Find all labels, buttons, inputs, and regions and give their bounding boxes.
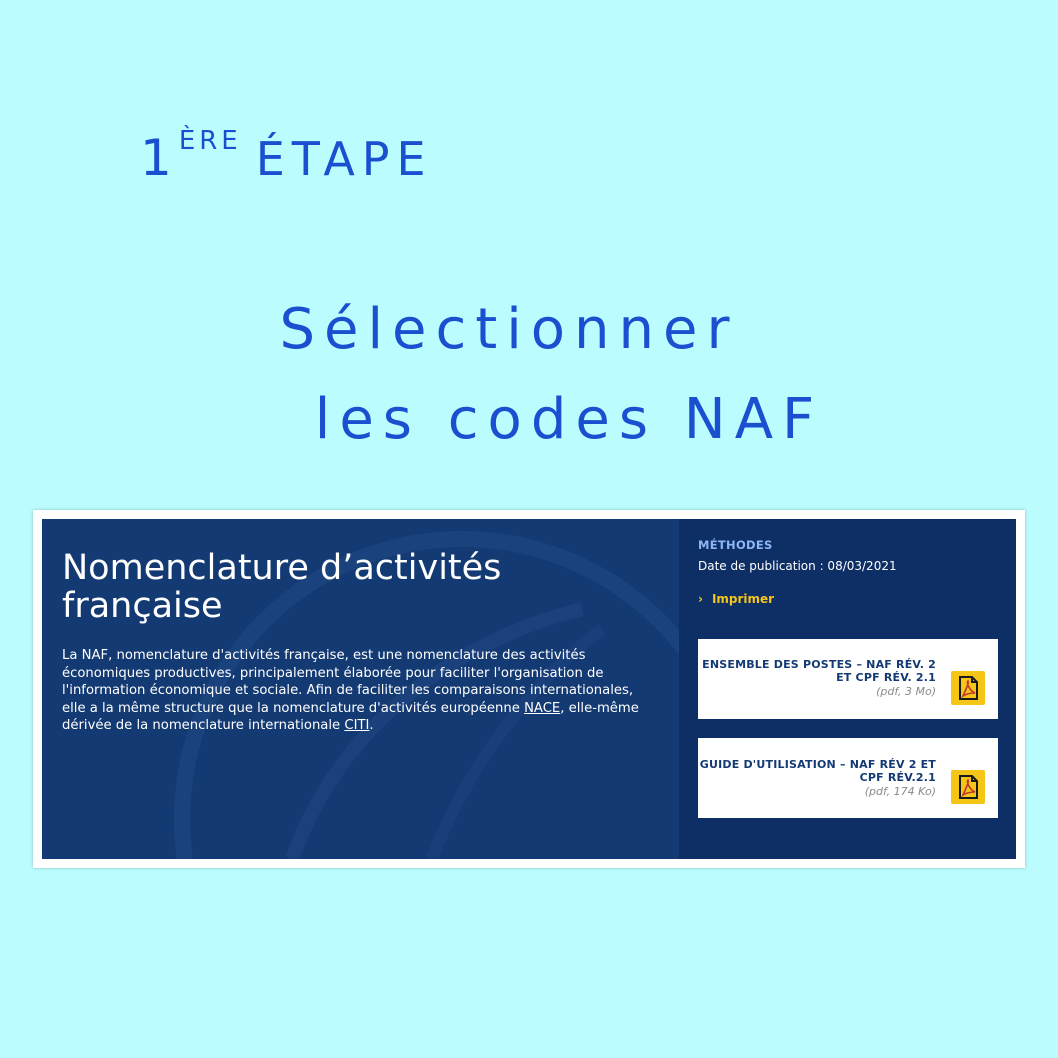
screenshot-frame xyxy=(33,510,1025,868)
description-text-3: . xyxy=(369,718,374,734)
publication-date: Date de publication : 08/03/2021 xyxy=(698,559,897,573)
page-title: Nomenclature d’activités française xyxy=(62,548,502,626)
category-label: MÉTHODES xyxy=(698,538,773,552)
chevron-right-icon: › xyxy=(698,592,703,606)
document-title: ENSEMBLE DES POSTES – NAF RÉV. 2 ET CPF RÉV. 2.1 xyxy=(702,658,936,684)
naf-banner xyxy=(42,519,1016,859)
nace-link[interactable]: NACE xyxy=(524,700,561,716)
document-card-guide[interactable] xyxy=(698,738,998,818)
pdf-icon xyxy=(951,770,985,804)
pdf-icon xyxy=(951,671,985,705)
instruction-line-2: les codes NAF xyxy=(314,387,824,452)
instruction-line-1: Sélectionner xyxy=(279,297,739,362)
description-text-1: La NAF, nomenclature d'activités française, est une nomenclature des activités économiques productives, principalement élaborée pour faciliter l'organisation de l'information économique et sociale. Afin de faciliter les comparaisons internationales, elle a la même structure que la nomenclature d'activités européenne xyxy=(62,648,634,716)
document-title: GUIDE D'UTILISATION – NAF RÉV 2 ET CPF RÉV.2.1 xyxy=(699,758,936,784)
citi-link[interactable]: CITI xyxy=(344,718,370,734)
step-number: 1 xyxy=(140,129,179,187)
document-meta: (pdf, 174 Ko) xyxy=(864,785,936,798)
document-card-naf-postes[interactable] xyxy=(698,639,998,719)
step-word: ÉTAPE xyxy=(255,132,433,186)
document-meta: (pdf, 3 Mo) xyxy=(876,685,936,698)
description-text-2: , elle-même dérivée de la nomenclature internationale xyxy=(62,700,639,734)
instruction-heading xyxy=(0,297,1058,452)
page-description xyxy=(62,647,652,735)
step-suffix: ÈRE xyxy=(178,126,242,156)
print-link[interactable] xyxy=(698,592,774,606)
print-label: Imprimer xyxy=(711,592,775,606)
step-title xyxy=(140,126,433,187)
sidebar-panel xyxy=(679,519,1016,859)
